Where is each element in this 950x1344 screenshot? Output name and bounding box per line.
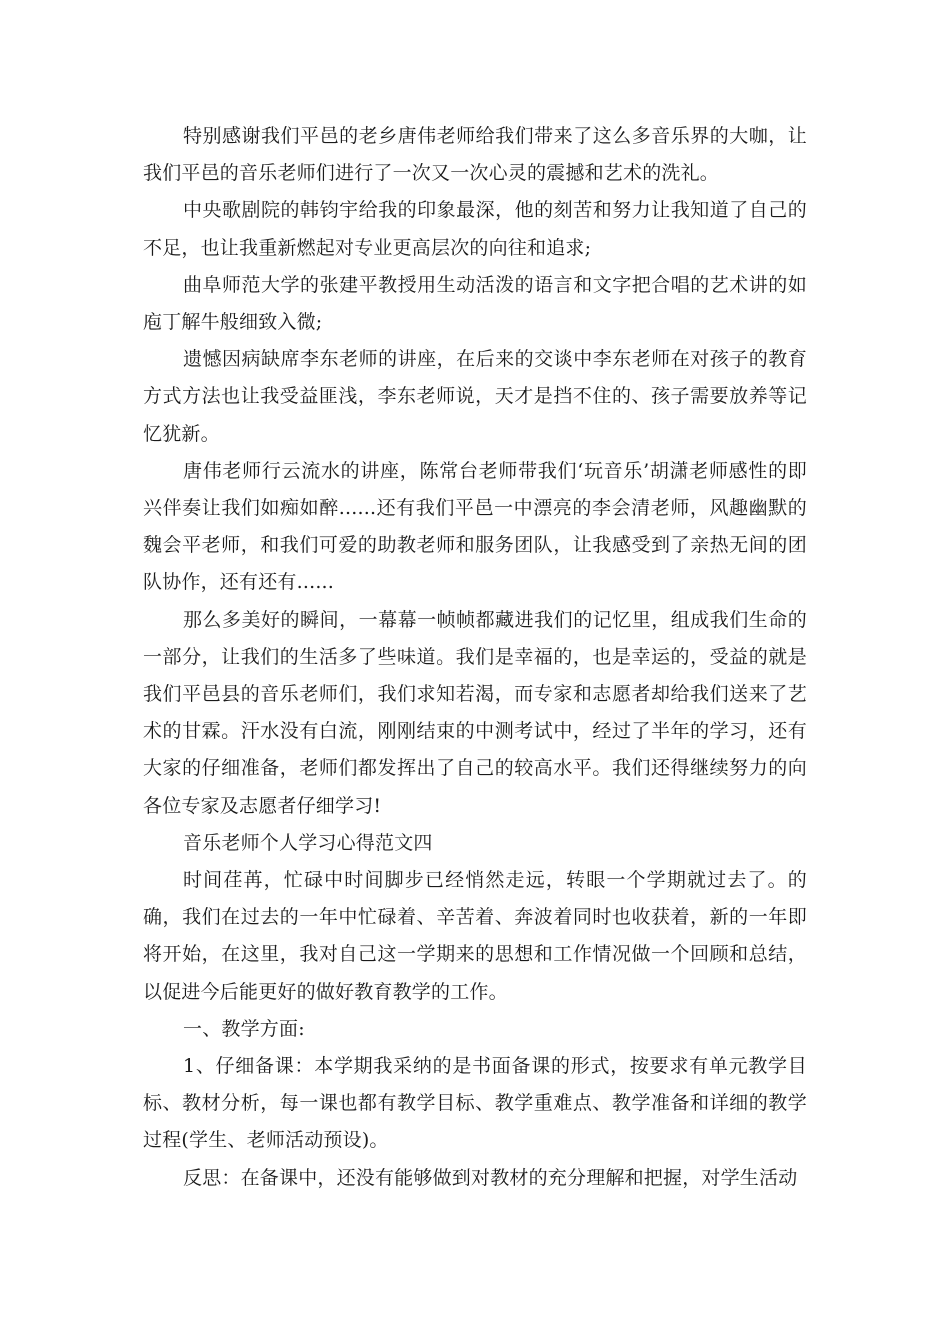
subsection-heading: 一、教学方面:: [183, 1017, 305, 1040]
paragraph-3: 曲阜师范大学的张建平教授用生动活泼的语言和文字把合唱的艺术讲的如庖丁解牛般细致入微;: [143, 273, 807, 334]
paragraph-7: 时间荏苒，忙碌中时间脚步已经悄然走远，转眼一个学期就过去了。的确，我们在过去的一年中忙碌着、辛苦着、奔波着同时也收获着，新的一年即将开始，在这里，我对自己这一学期来的思想和工作情况做一个回顾和总结，以促进今后能更好的做好教育教学的工作。: [143, 869, 807, 1003]
paragraph-4: 遗憾因病缺席李东老师的讲座，在后来的交谈中李东老师在对孩子的教育方式方法也让我受益匪浅，李东老师说，天才是挡不住的、孩子需要放养等记忆犹新。: [143, 348, 807, 445]
section-title: 音乐老师个人学习心得范文四: [183, 831, 433, 854]
paragraph-6: 那么多美好的瞬间，一幕幕一帧帧都藏进我们的记忆里，组成我们生命的一部分，让我们的生活多了些味道。我们是幸福的，也是幸运的，受益的就是我们平邑县的音乐老师们，我们求知若渴，而专家和志愿者却给我们送来了艺术的甘霖。汗水没有白流，刚刚结束的中测考试中，经过了半年的学习，还有大家的仔细准备，老师们都发挥出了自己的较高水平。我们还得继续努力的向各位专家及志愿者仔细学习!: [143, 608, 807, 817]
document-body: [143, 118, 807, 1197]
paragraph-8: 1、仔细备课：本学期我采纳的是书面备课的形式，按要求有单元教学目标、教材分析，每一课也都有教学目标、教学重难点、教学准备和详细的教学过程(学生、老师活动预设)。: [143, 1055, 807, 1152]
paragraph-2: 中央歌剧院的韩钧宇给我的印象最深，他的刻苦和努力让我知道了自己的不足，也让我重新燃起对专业更高层次的向往和追求;: [143, 199, 807, 259]
paragraph-5: 唐伟老师行云流水的讲座，陈常台老师带我们‘玩音乐’胡潇老师感性的即兴伴奏让我们如痴如醉......还有我们平邑一中漂亮的李会清老师，风趣幽默的魏会平老师，和我们可爱的助教老师和服务团队，让我感受到了亲热无间的团队协作，还有还有......: [143, 459, 807, 594]
paragraph-1: 特别感谢我们平邑的老乡唐伟老师给我们带来了这么多音乐界的大咖，让我们平邑的音乐老师们进行了一次又一次心灵的震撼和艺术的洗礼。: [143, 125, 807, 185]
paragraph-9: 反思：在备课中，还没有能够做到对教材的充分理解和把握，对学生活动: [183, 1166, 798, 1189]
